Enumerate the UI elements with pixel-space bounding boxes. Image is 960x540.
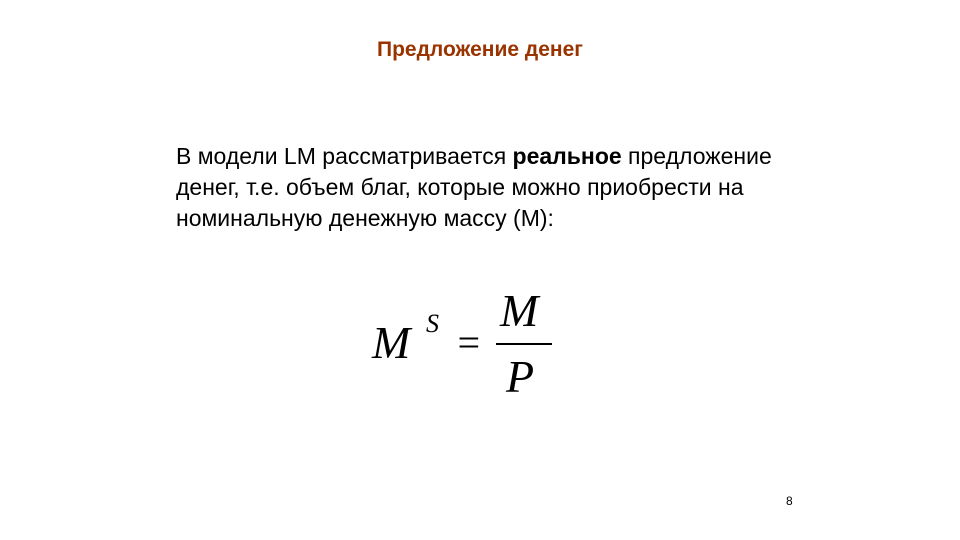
page-number: 8 (786, 494, 793, 508)
body-text-bold: реальное (512, 143, 622, 169)
body-text-after: предложение денег, т.е. объем благ, которые можно приобрести на номинальную денежную массу (М): (176, 143, 772, 231)
money-supply-formula (360, 286, 580, 406)
slide-title: Предложение денег (376, 38, 584, 61)
slide-body-text (176, 141, 816, 234)
formula-equals-sign: = (455, 320, 482, 365)
formula-svg (360, 286, 580, 406)
formula-numerator: M (500, 286, 539, 336)
body-text-before: В модели LM рассматривается (176, 143, 513, 169)
formula-lhs-symbol: M (372, 317, 411, 368)
formula-lhs-superscript: S (426, 309, 439, 338)
formula-denominator: P (506, 351, 535, 402)
